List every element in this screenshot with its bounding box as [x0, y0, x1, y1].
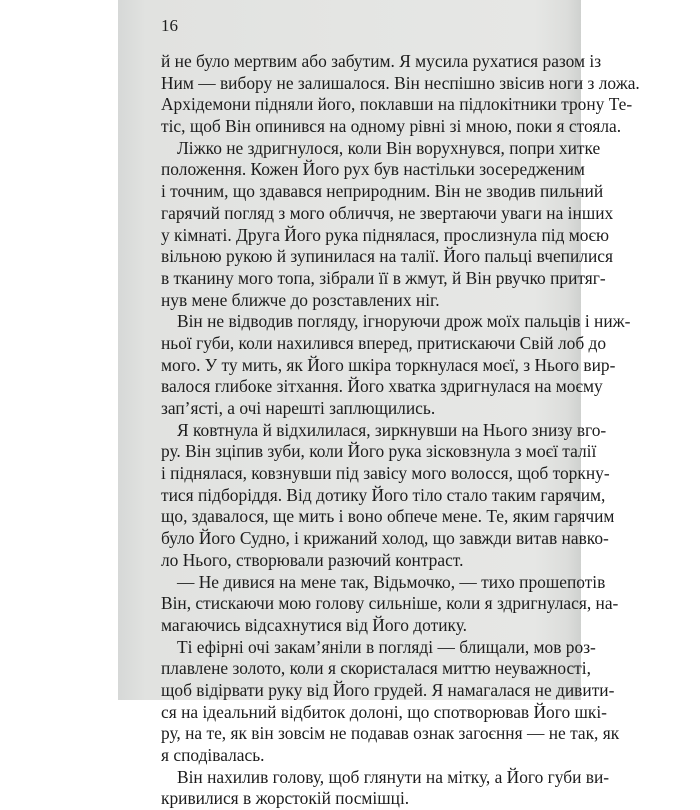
text-line: зап’ясті, а очі нарешті заплющились. [161, 398, 436, 418]
text-line: й не було мертвим або забутим. Я мусила рухатися разом із [161, 51, 602, 71]
text-line: щоб відірвати руку від Його грудей. Я намагалася не дивити- [161, 679, 615, 700]
text-line: магаючись відсахнутися від Його дотику. [161, 614, 468, 635]
paragraph [161, 419, 615, 572]
page-number: 16 [161, 16, 178, 35]
text-line: тися підборіддя. Від дотику Його тіло стало таким гарячим, [161, 484, 606, 505]
text-line: у кімнаті. Друга Його рука піднялася, прослизнула під моєю [161, 224, 609, 245]
text-line: ся на ідеальний відбиток долоні, що спотворював Його шкі- [161, 701, 607, 722]
text-line: — Не дивися на мене так, Відьмочко, — тихо прошепотів [177, 571, 606, 592]
book-page [118, 0, 640, 809]
text-line: Ліжко не здригнулося, коли Він ворухнувся, попри хитке [177, 137, 601, 158]
text-line: ло Нього, створювали разючий контраст. [161, 549, 464, 570]
text-line: гарячий погляд з мого обличчя, не звертаючи уваги на інших [161, 202, 614, 223]
text-line: було Його Судно, і крижаний холод, що завжди витав навко- [161, 528, 609, 549]
text-line: положення. Кожен Його рух був настільки зосередженим [161, 159, 585, 180]
text-line: і піднялася, ковзнувши під завісу мого волосся, щоб торкну- [161, 463, 610, 484]
text-line: ру, на те, як він зовсім не подавав ознак загоєння — не так, як [161, 723, 620, 744]
text-line: валося глибоке зітхання. Його хватка здригнулася на моєму [161, 376, 603, 397]
text-line: Архідемони підняли його, поклавши на підлокітники трону Те- [161, 94, 633, 115]
text-line: ньої губи, коли нахилився вперед, притискаючи Свій лоб до [161, 332, 607, 353]
text-line: Він не відводив погляду, ігноруючи дрож моїх пальців і ниж- [177, 311, 631, 332]
text-line: вільною рукою й зупинилася на талії. Його пальці вчепилися [161, 246, 613, 267]
text-line: Ті ефірні очі закам’яніли в погляді — блищали, мов роз- [177, 636, 596, 657]
paragraph [161, 636, 620, 767]
text-line: тіс, щоб Він опинився на одному рівні зі мною, поки я стояла. [161, 116, 622, 137]
text-line: я сподівалась. [161, 745, 265, 765]
paragraph [161, 137, 614, 312]
text-line: кривилися в жорстокій посмішці. [161, 788, 410, 809]
text-line: мого. У ту мить, як Його шкіра торкнулася моєї, з Нього вир- [161, 354, 616, 375]
text-line: в тканину мого топа, зібрали її в жмут, й Він рвучко притяг- [161, 267, 606, 288]
text-line: Я ковтнула й відхилилася, зиркнувши на Нього знизу вго- [177, 419, 607, 440]
text-line: і точним, що здавався неприродним. Він не зводив пильний [161, 181, 604, 202]
paragraph [161, 766, 610, 810]
paragraph [161, 51, 640, 138]
paragraph [161, 571, 619, 637]
text-line: плавлене золото, коли я скористалася миттю неуважності, [161, 658, 591, 679]
text-line: що, здавалося, ще мить і воно обпече мене. Те, яким гарячим [161, 506, 615, 527]
text-line: нув мене ближче до розставлених ніг. [161, 289, 440, 310]
text-line: Він нахилив голову, щоб глянути на мітку, а Його губи ви- [177, 766, 610, 787]
body-text [161, 51, 640, 810]
paragraph [161, 311, 631, 419]
text-line: Ним — вибору не залишалося. Він неспішно звісив ноги з ложа. [161, 72, 640, 93]
text-line: ру. Він зціпив зуби, коли Його рука зісковзнула з моєї талії [161, 441, 597, 462]
text-line: Він, стискаючи мою голову сильніше, коли я здригнулася, на- [161, 593, 619, 614]
